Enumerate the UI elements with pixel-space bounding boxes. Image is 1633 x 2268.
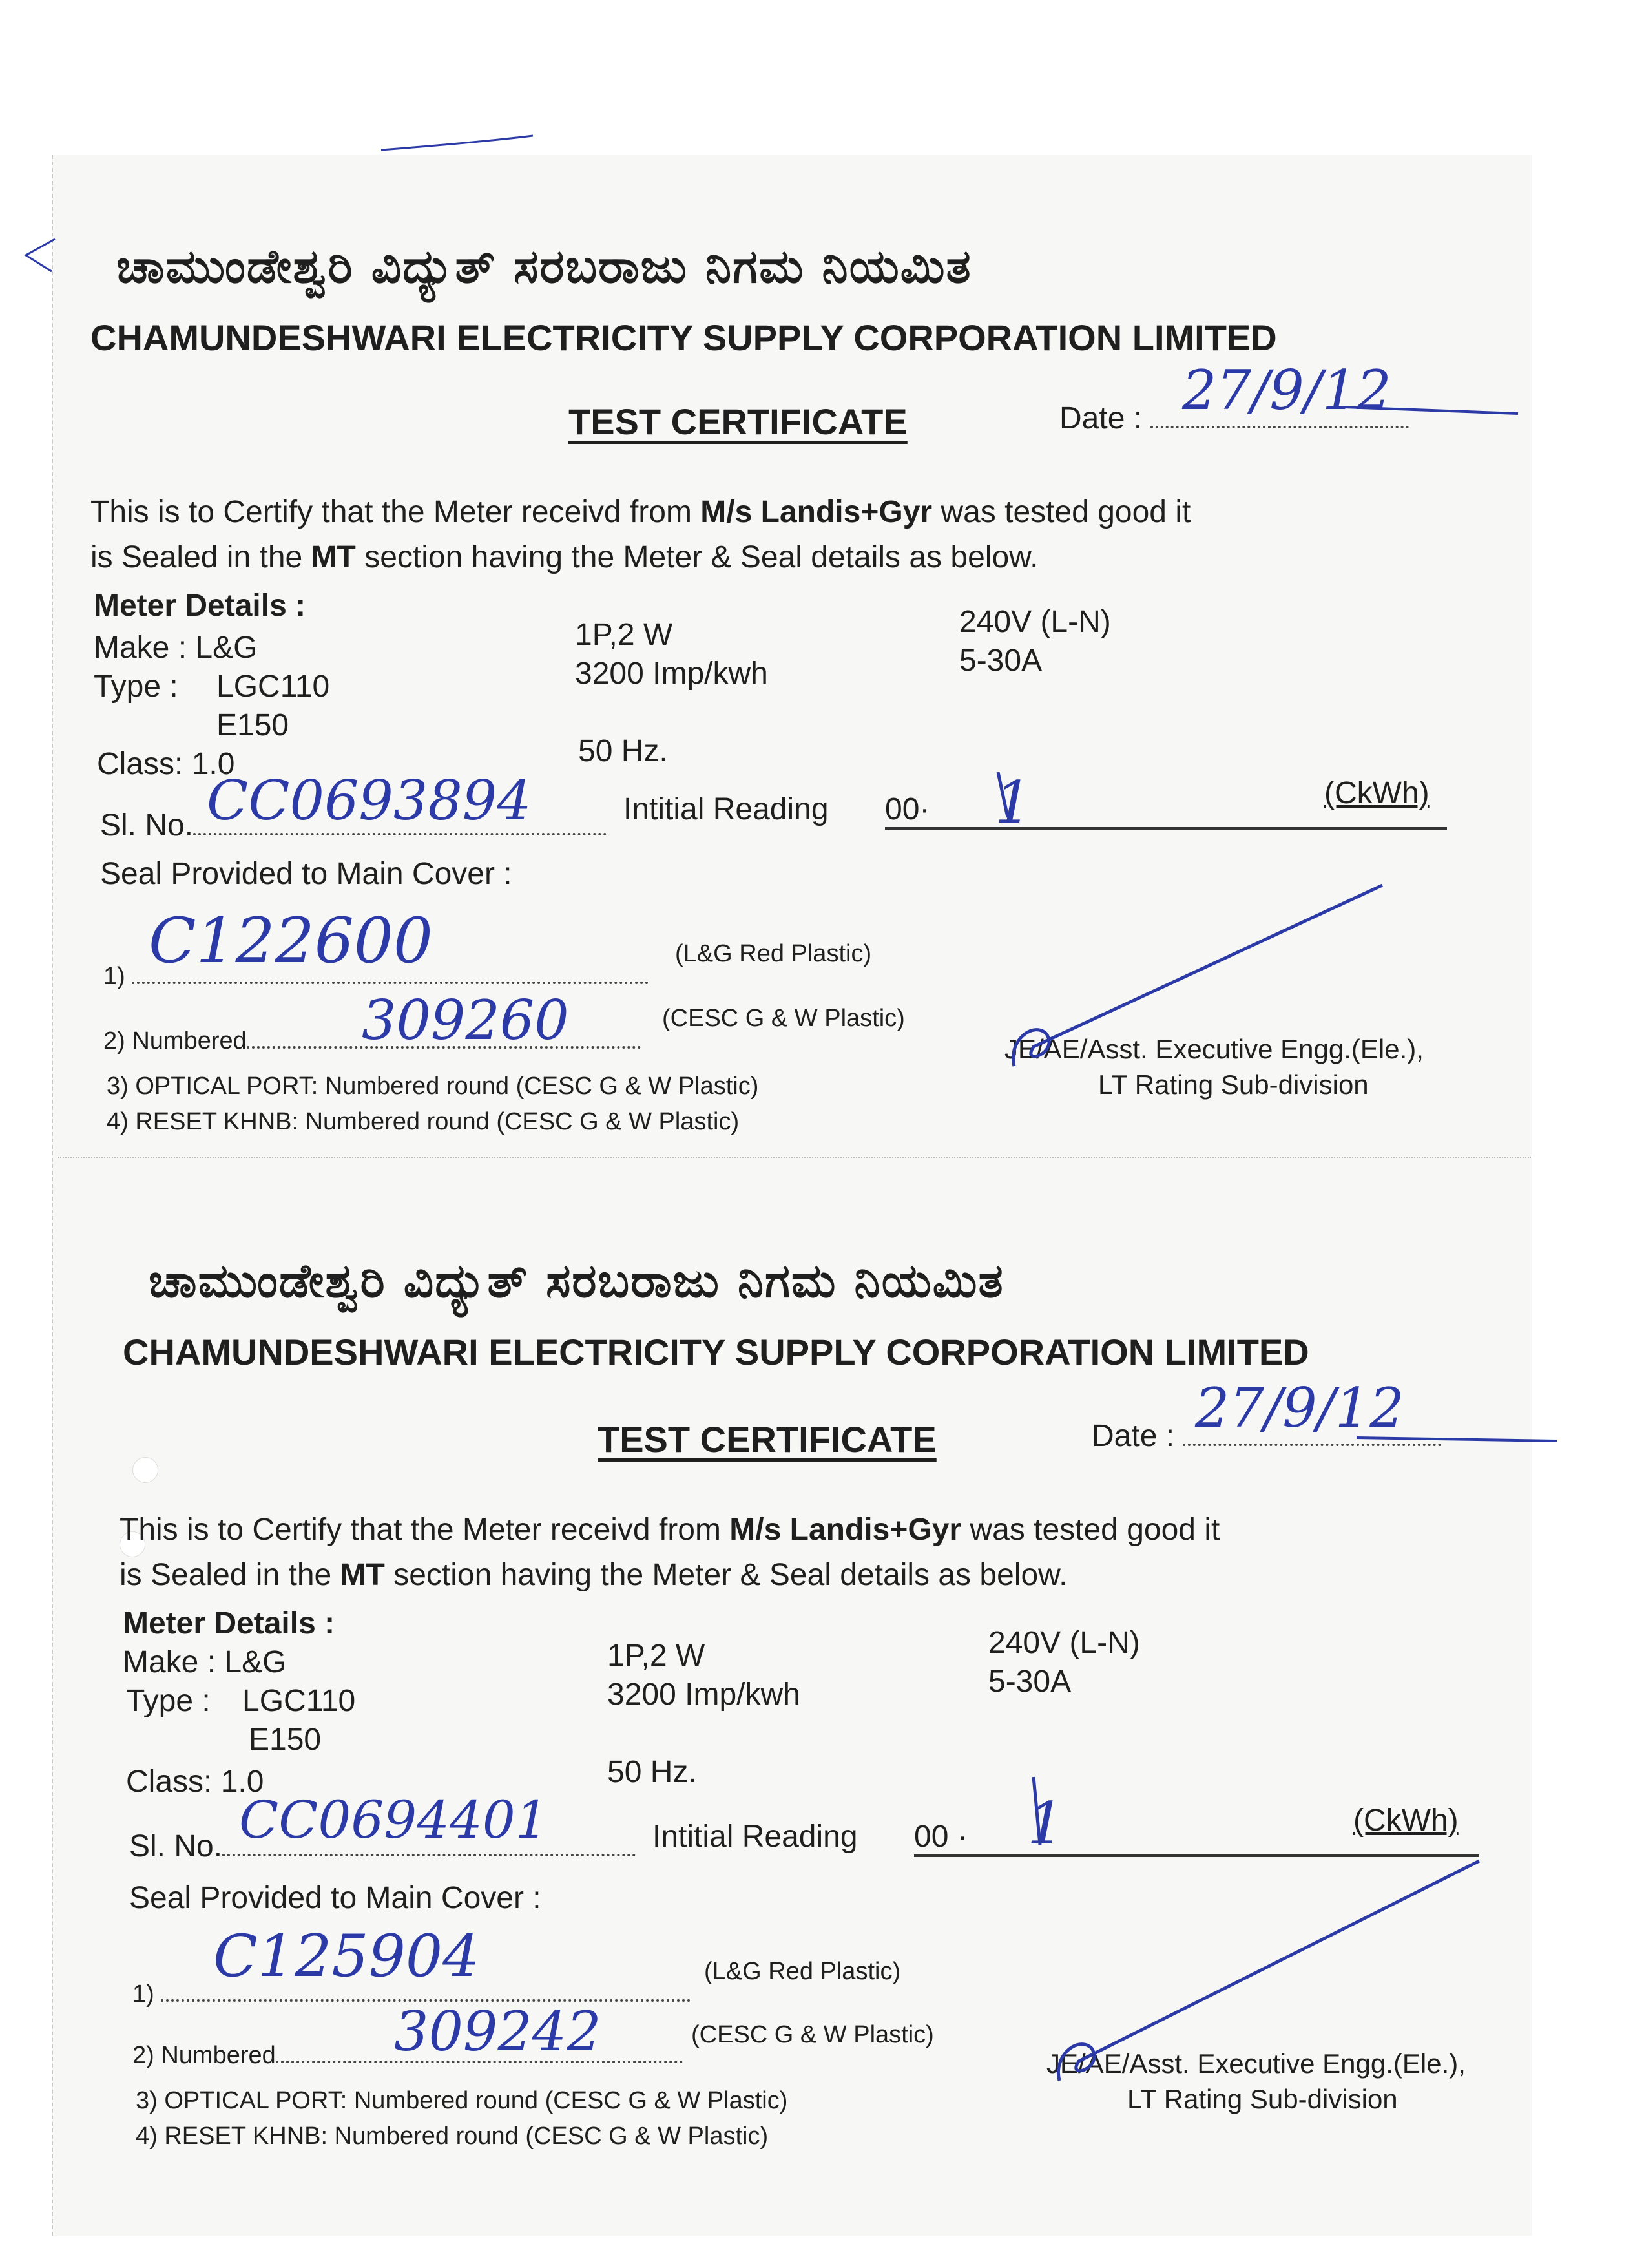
signatory-office: LT Rating Sub-division	[1098, 1069, 1369, 1100]
serial-label: Sl. No.	[100, 808, 607, 843]
serial-handwritten: CC0694401	[239, 1790, 548, 1850]
serial-handwritten: CC0693894	[207, 769, 532, 832]
meter-type-label: Type :	[94, 669, 178, 704]
seal-4-reset-khnb: 4) RESET KHNB: Numbered round (CESC G & W Plastic)	[136, 2123, 769, 2150]
seal-1-type: (L&G Red Plastic)	[704, 1958, 901, 1985]
initial-reading-label: Intitial Reading	[623, 792, 829, 826]
seal-1-number: 1)	[103, 963, 649, 991]
date-handwritten: 27/9/12	[1195, 1376, 1404, 1440]
serial-label: Sl. No.	[129, 1829, 636, 1864]
signatory-title: JE/AE/Asst. Executive Engg.(Ele.),	[1004, 1034, 1424, 1064]
seal-1-type: (L&G Red Plastic)	[675, 940, 872, 967]
seal-2-handwritten: 309242	[394, 2000, 601, 2063]
meter-details-label: Meter Details :	[94, 589, 306, 623]
meter-class: Class: 1.0	[126, 1765, 264, 1799]
initial-reading-label: Intitial Reading	[652, 1820, 858, 1854]
certify-line-2: is Sealed in the MT section having the Meter & Seal details as below.	[90, 540, 1039, 574]
initial-reading-handwritten: 1	[995, 769, 1032, 837]
meter-voltage: 240V (L-N)	[959, 605, 1111, 639]
initial-reading-handwritten: 1	[1027, 1790, 1065, 1858]
meter-phase: 1P,2 W	[575, 618, 673, 652]
seal-2-label: 2) Numbered	[103, 1027, 641, 1055]
meter-make: Make : L&G	[94, 631, 258, 665]
meter-type-value-2: E150	[216, 708, 289, 742]
meter-current: 5-30A	[959, 644, 1043, 678]
meter-make: Make : L&G	[123, 1645, 287, 1679]
meter-details-label: Meter Details :	[123, 1606, 335, 1641]
certificate-title: TEST CERTIFICATE	[568, 401, 908, 442]
unit-label: (CkWh)	[1353, 1803, 1459, 1838]
certify-line-1: This is to Certify that the Meter receivd from M/s Landis+Gyr was tested good it	[120, 1513, 1220, 1547]
header-english: CHAMUNDESHWARI ELECTRICITY SUPPLY CORPORATION LIMITED	[123, 1332, 1309, 1372]
seal-1-handwritten: C125904	[213, 1922, 480, 1990]
seal-1-handwritten: C122600	[149, 905, 433, 977]
certificate-title: TEST CERTIFICATE	[598, 1419, 937, 1460]
meter-impulse: 3200 Imp/kwh	[575, 656, 768, 691]
meter-type-label: Type :	[126, 1684, 211, 1718]
meter-type-value: LGC110	[216, 669, 330, 704]
meter-type-value: LGC110	[242, 1684, 356, 1718]
seal-3-optical-port: 3) OPTICAL PORT: Numbered round (CESC G & W Plastic)	[107, 1073, 759, 1100]
seal-3-optical-port: 3) OPTICAL PORT: Numbered round (CESC G & W Plastic)	[136, 2087, 788, 2114]
meter-type-value-2: E150	[249, 1723, 322, 1757]
seal-4-reset-khnb: 4) RESET KHNB: Numbered round (CESC G & W Plastic)	[107, 1108, 740, 1135]
pen-stroke	[26, 239, 55, 271]
meter-impulse: 3200 Imp/kwh	[607, 1677, 800, 1712]
initial-reading-line: 00·	[885, 792, 1447, 830]
seal-2-label: 2) Numbered	[132, 2042, 683, 2070]
meter-current: 5-30A	[988, 1664, 1072, 1699]
meter-phase: 1P,2 W	[607, 1639, 705, 1673]
pen-stroke	[381, 136, 533, 150]
header-kannada: ಚಾಮುಂಡೇಶ್ವರಿ ವಿದ್ಯುತ್ ಸರಬರಾಜು ನಿಗಮ ನಿಯಮಿತ	[149, 1254, 1004, 1308]
meter-frequency: 50 Hz.	[578, 734, 668, 768]
date-label: Date :	[1059, 401, 1409, 436]
certify-line-2: is Sealed in the MT section having the Meter & Seal details as below.	[120, 1558, 1068, 1592]
header-english: CHAMUNDESHWARI ELECTRICITY SUPPLY CORPORATION LIMITED	[90, 317, 1277, 358]
unit-label: (CkWh)	[1324, 776, 1430, 810]
meter-voltage: 240V (L-N)	[988, 1626, 1140, 1660]
signatory-office: LT Rating Sub-division	[1127, 2084, 1398, 2114]
seal-2-handwritten: 309260	[362, 989, 569, 1052]
seal-label: Seal Provided to Main Cover :	[129, 1881, 541, 1915]
signatory-title: JE/AE/Asst. Executive Engg.(Ele.),	[1046, 2048, 1466, 2079]
seal-2-type: (CESC G & W Plastic)	[691, 2021, 934, 2048]
header-kannada: ಚಾಮುಂಡೇಶ್ವರಿ ವಿದ್ಯುತ್ ಸರಬರಾಜು ನಿಗಮ ನಿಯಮಿತ	[116, 239, 972, 293]
seal-label: Seal Provided to Main Cover :	[100, 857, 512, 891]
initial-reading-line: 00 ·	[914, 1819, 1479, 1857]
date-label: Date :	[1092, 1418, 1441, 1454]
meter-frequency: 50 Hz.	[607, 1755, 697, 1789]
seal-2-type: (CESC G & W Plastic)	[662, 1005, 905, 1032]
date-handwritten: 27/9/12	[1182, 359, 1391, 422]
seal-1-number: 1)	[132, 1980, 691, 2008]
certify-line-1: This is to Certify that the Meter receivd from M/s Landis+Gyr was tested good it	[90, 495, 1191, 529]
meter-class: Class: 1.0	[97, 747, 235, 781]
